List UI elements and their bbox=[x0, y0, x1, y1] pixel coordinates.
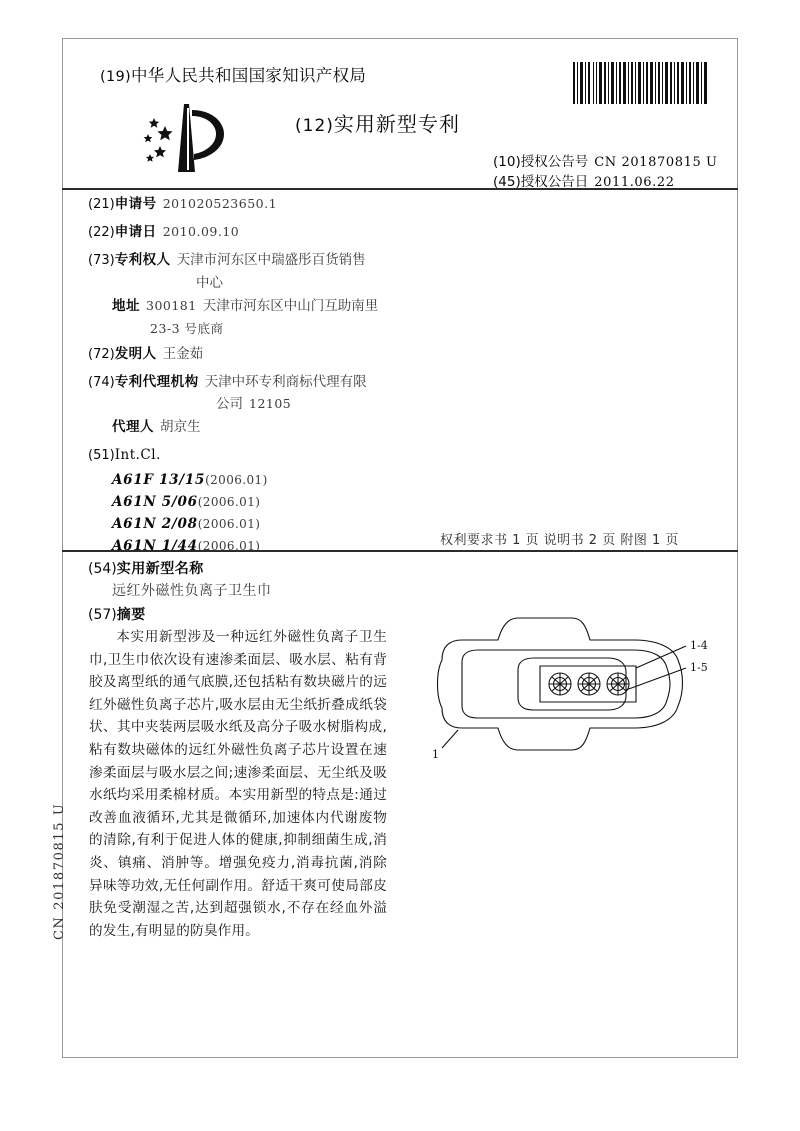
ipc-version: (2006.01) bbox=[197, 539, 261, 553]
agency-value-line2: 公司 bbox=[216, 396, 243, 412]
agent-value: 胡京生 bbox=[160, 419, 201, 435]
patentee-value-line2: 中心 bbox=[196, 275, 223, 291]
ipc-entry bbox=[112, 494, 260, 510]
abstract-label: 摘要 bbox=[116, 607, 146, 623]
address-postcode: 300181 bbox=[146, 298, 197, 313]
ipc-version: (2006.01) bbox=[205, 473, 268, 487]
ipc-symbol: A61N 1/44 bbox=[112, 538, 198, 554]
application-date-code: (22) bbox=[88, 225, 115, 240]
figure-label-1-4: 1-4 bbox=[690, 639, 708, 652]
agency-value: 天津中环专利商标代理有限 bbox=[204, 374, 367, 390]
abstract-code: (57) bbox=[88, 607, 117, 623]
patentee-code: (73) bbox=[88, 253, 115, 268]
barcode bbox=[570, 60, 710, 106]
application-number-row bbox=[88, 196, 277, 213]
publication-number-code: (10) bbox=[493, 154, 521, 170]
publication-date-code: (45) bbox=[493, 174, 521, 190]
magnet bbox=[607, 673, 629, 695]
publication-number-label: 授权公告号 bbox=[520, 154, 589, 170]
agency-label: 专利代理机构 bbox=[114, 374, 199, 390]
kind-name: 实用新型专利 bbox=[333, 112, 460, 136]
inventor-code: (72) bbox=[88, 347, 115, 362]
address-row-continued bbox=[150, 321, 224, 338]
abstract-body bbox=[89, 626, 387, 942]
application-number-label: 申请号 bbox=[114, 196, 157, 212]
country-code-label: (19) bbox=[100, 69, 131, 85]
figure-label-1: 1 bbox=[432, 748, 439, 761]
figure-label-1-5: 1-5 bbox=[690, 661, 708, 674]
ipc-label: Int.Cl. bbox=[114, 447, 161, 463]
agency-row-continued bbox=[216, 396, 291, 413]
cnipa-emblem-logo bbox=[132, 98, 240, 180]
ipc-version: (2006.01) bbox=[197, 517, 261, 531]
application-date-value: 2010.09.10 bbox=[162, 224, 240, 239]
ipc-entry bbox=[112, 472, 268, 488]
agency-registration-number: 12105 bbox=[249, 396, 292, 411]
publication-date-row bbox=[493, 170, 675, 190]
title-label: 实用新型名称 bbox=[116, 561, 204, 577]
address-row bbox=[112, 298, 378, 315]
invention-title: 远红外磁性负离子卫生巾 bbox=[112, 583, 272, 599]
patentee-value: 天津市河东区中瑞盛彤百货销售 bbox=[176, 252, 366, 268]
patentee-row bbox=[88, 252, 366, 269]
agent-row bbox=[112, 419, 201, 436]
kind-code-label: (12) bbox=[295, 116, 334, 136]
magnet bbox=[578, 673, 600, 695]
patentee-row-continued bbox=[196, 275, 223, 292]
abstract-divider-rule bbox=[62, 550, 738, 552]
application-number-value: 201020523650.1 bbox=[162, 196, 278, 211]
publication-number-row bbox=[493, 150, 718, 170]
application-date-label: 申请日 bbox=[114, 224, 157, 240]
address-value: 天津市河东区中山门互助南里 bbox=[202, 298, 379, 314]
issuing-office-name: 中华人民共和国国家知识产权局 bbox=[130, 66, 367, 85]
application-date-row bbox=[88, 224, 239, 241]
document-kind-title bbox=[295, 108, 460, 137]
inventor-value: 王金茹 bbox=[162, 346, 204, 362]
inventor-row bbox=[88, 346, 203, 363]
patentee-label: 专利权人 bbox=[114, 252, 171, 268]
ipc-code: (51) bbox=[88, 448, 115, 463]
issuing-office-line bbox=[100, 62, 366, 86]
ipc-symbol: A61N 5/06 bbox=[112, 494, 198, 510]
agency-code-label: (74) bbox=[88, 375, 115, 390]
side-publication-identifier: CN 201870815 U bbox=[52, 802, 67, 940]
magnet bbox=[549, 673, 571, 695]
application-number-code: (21) bbox=[88, 197, 115, 212]
page-count-summary: 权利要求书 1 页 说明书 2 页 附图 1 页 bbox=[440, 533, 679, 548]
title-code: (54) bbox=[88, 561, 117, 577]
abstract-section-heading bbox=[88, 604, 146, 624]
header-divider-rule bbox=[62, 188, 738, 190]
address-label: 地址 bbox=[112, 298, 140, 314]
ipc-row bbox=[88, 447, 161, 464]
ipc-symbol: A61N 2/08 bbox=[112, 516, 198, 532]
title-section-heading bbox=[88, 558, 204, 578]
sanitary-napkin-figure bbox=[412, 600, 722, 800]
publication-date-label: 授权公告日 bbox=[520, 174, 589, 190]
ipc-version: (2006.01) bbox=[197, 495, 261, 509]
agent-label: 代理人 bbox=[112, 419, 154, 435]
inventor-label: 发明人 bbox=[114, 346, 157, 362]
publication-date-value: 2011.06.22 bbox=[594, 175, 675, 190]
abstract-text: 本实用新型涉及一种远红外磁性负离子卫生巾,卫生巾依次设有速渗柔面层、吸水层、粘有背胶及离型纸的通气底膜,还包括粘有数块磁片的远红外磁性负离子芯片,吸水层由无尘纸折叠成纸袋状、其中夹装两层吸水纸及高分子吸水树脂构成,粘有数块磁体的远红外磁性负离子芯片设置在速渗柔面层与吸水层之间;速渗柔面层、无尘纸及吸水纸均采用柔棉材质。本实用新型的特点是:通过改善血液循环,尤其是微循环,加速体内代谢废物的清除,有利于促进人体的健康,抑制细菌生成,消炎、镇痛、消肿等。增强免疫力,消毒抗菌,消除异味等功效,无任何副作用。舒适干爽可使局部皮肤免受潮湿之苦,达到超强锁水,不存在经血外溢的发生,有明显的防臭作用。 bbox=[89, 629, 387, 939]
agency-row bbox=[88, 374, 367, 391]
ipc-symbol: A61F 13/15 bbox=[112, 472, 206, 488]
ipc-entry bbox=[112, 516, 260, 532]
publication-number-value: CN 201870815 U bbox=[594, 155, 718, 170]
address-value-line2: 23-3 号底商 bbox=[150, 321, 224, 336]
